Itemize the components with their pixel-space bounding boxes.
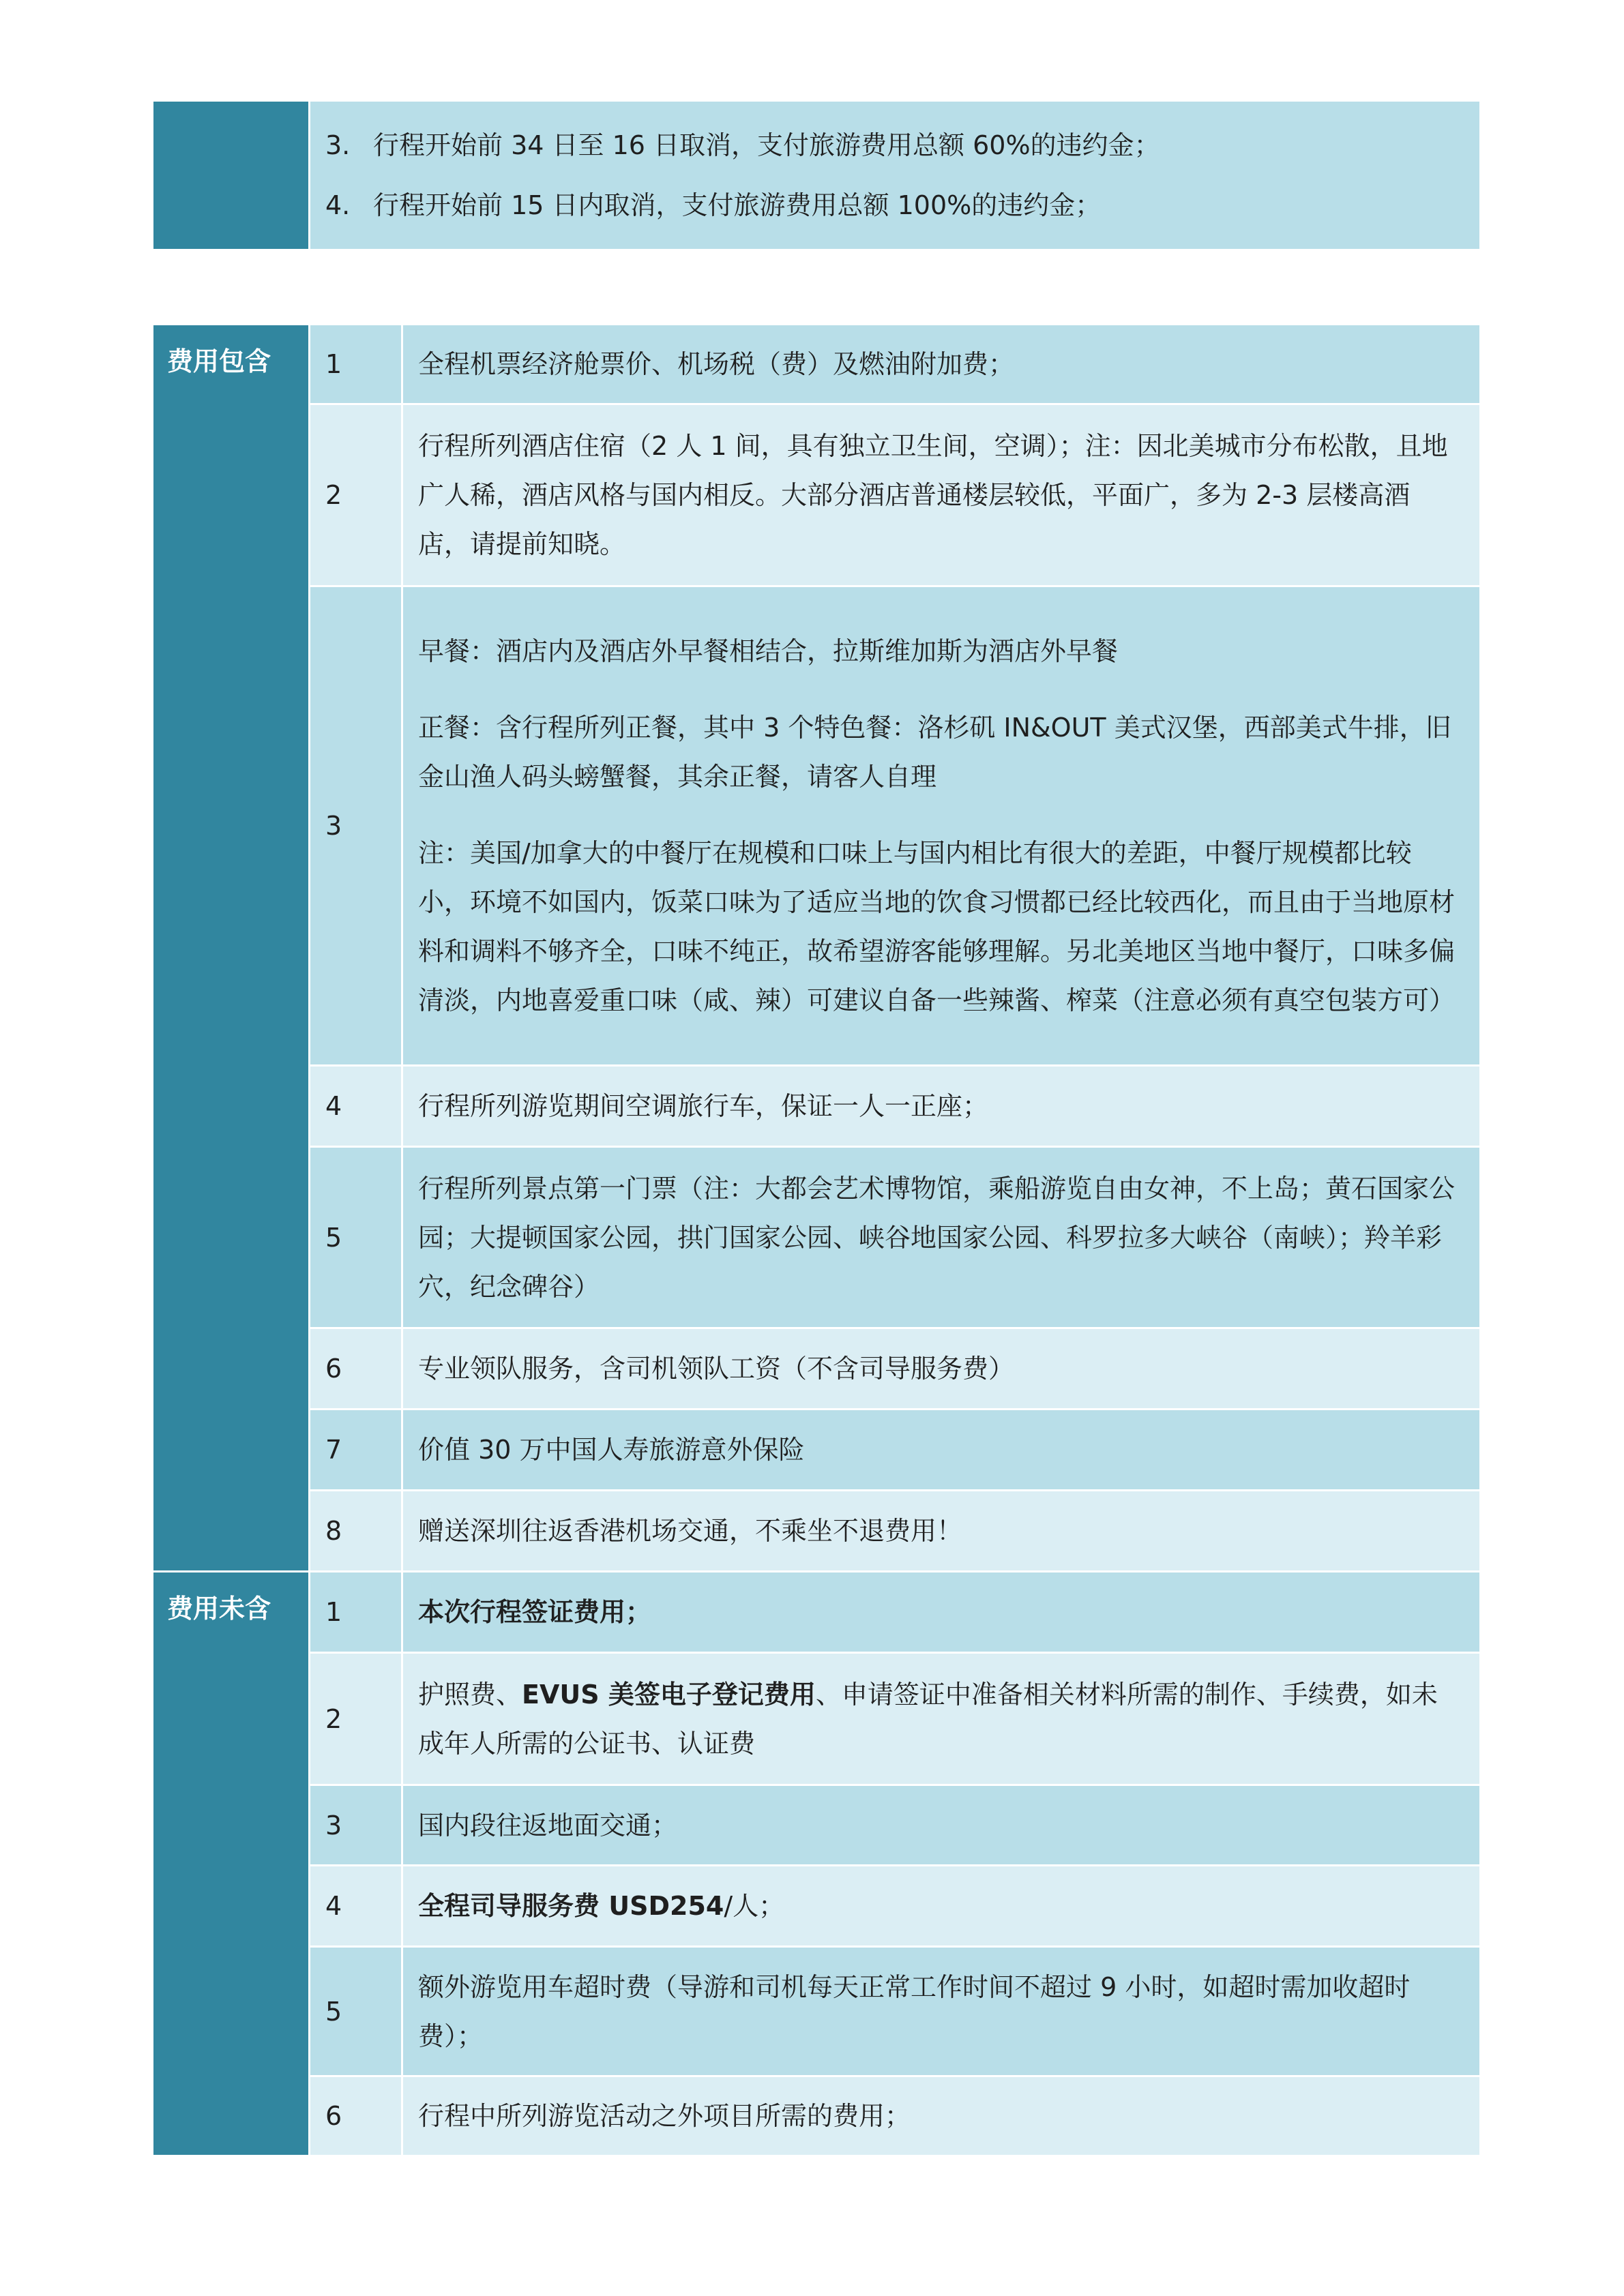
table-row	[153, 1866, 1481, 1947]
row-number: 3	[310, 1785, 402, 1866]
row-number: 6	[310, 1328, 402, 1410]
row-number: 1	[310, 325, 402, 404]
fees-table	[151, 323, 1481, 2157]
table-row	[153, 1147, 1481, 1328]
row-number: 6	[310, 2076, 402, 2156]
table-row	[153, 1572, 1481, 1653]
row-text: 行程中所列游览活动之外项目所需的费用；	[402, 2076, 1481, 2156]
table-row	[153, 1653, 1481, 1785]
row-text: 行程所列游览期间空调旅行车，保证一人一正座；	[402, 1066, 1481, 1147]
row-number: 4	[310, 1066, 402, 1147]
row-text: 全程司导服务费 USD254/人；	[402, 1866, 1481, 1947]
row-text: 护照费、EVUS 美签电子登记费用、申请签证中准备相关材料所需的制作、手续费，如未成年人所需的公证书、认证费	[402, 1653, 1481, 1785]
row-text: 全程机票经济舱票价、机场税（费）及燃油附加费；	[402, 325, 1481, 404]
row-text: 专业领队服务，含司机领队工资（不含司导服务费）	[402, 1328, 1481, 1410]
table-row	[153, 1947, 1481, 2076]
row-number: 3	[310, 586, 402, 1066]
row-text: 行程所列景点第一门票（注：大都会艺术博物馆，乘船游览自由女神，不上岛；黄石国家公园；大提顿国家公园，拱门国家公园、峡谷地国家公园、科罗拉多大峡谷（南峡）；羚羊彩穴，纪念碑谷）	[402, 1147, 1481, 1328]
meals-dinner: 正餐：含行程所列正餐，其中 3 个特色餐：洛杉矶 IN&OUT 美式汉堡，西部美式牛排，旧金山渔人码头螃蟹餐，其余正餐，请客人自理	[418, 713, 1451, 792]
row-number: 8	[310, 1491, 402, 1572]
table-row	[153, 1410, 1481, 1491]
cancellation-items	[310, 101, 1481, 250]
cancellation-item: 4. 行程开始前 15 日内取消，支付旅游费用总额 100%的违约金；	[325, 190, 1102, 220]
row-number: 5	[310, 1947, 402, 2076]
meals-note: 注：美国/加拿大的中餐厅在规模和口味上与国内相比有很大的差距，中餐厅规模都比较小，环境不如国内，饭菜口味为了适应当地的饮食习惯都已经比较西化，而且由于当地原材料和调料不够齐全，口味不纯正，故希望游客能够理解。另北美地区当地中餐厅，口味多偏清淡，内地喜爱重口味（咸、辣）可建议自备一些辣酱、榨菜（注意必须有真空包装方可）	[418, 838, 1456, 1015]
cancellation-item: 3. 行程开始前 34 日至 16 日取消，支付旅游费用总额 60%的违约金；	[325, 130, 1160, 160]
table-row	[153, 586, 1481, 1066]
table-row	[153, 1491, 1481, 1572]
table-row	[153, 1785, 1481, 1866]
table-row	[153, 325, 1481, 404]
row-number: 5	[310, 1147, 402, 1328]
included-heading: 费用包含	[153, 325, 310, 1572]
row-number: 2	[310, 1653, 402, 1785]
cancellation-head-cell	[153, 101, 310, 250]
row-number: 7	[310, 1410, 402, 1491]
row-text: 行程所列酒店住宿（2 人 1 间，具有独立卫生间，空调）；注：因北美城市分布松散，且地广人稀，酒店风格与国内相反。大部分酒店普通楼层较低，平面广，多为 2-3 层楼高酒店，请提前知晓。	[402, 404, 1481, 586]
cancellation-table	[151, 100, 1481, 251]
row-text: 额外游览用车超时费（导游和司机每天正常工作时间不超过 9 小时，如超时需加收超时费）；	[402, 1947, 1481, 2076]
row-text: 国内段往返地面交通；	[402, 1785, 1481, 1866]
row-text: 本次行程签证费用；	[402, 1572, 1481, 1653]
table-row	[153, 2076, 1481, 2156]
row-text: 价值 30 万中国人寿旅游意外保险	[402, 1410, 1481, 1491]
meals-breakfast: 早餐：酒店内及酒店外早餐相结合，拉斯维加斯为酒店外早餐	[418, 636, 1119, 666]
table-row	[153, 1328, 1481, 1410]
row-text-meals	[402, 586, 1481, 1066]
row-number: 1	[310, 1572, 402, 1653]
table-row	[153, 1066, 1481, 1147]
row-text: 赠送深圳往返香港机场交通，不乘坐不退费用！	[402, 1491, 1481, 1572]
row-number: 4	[310, 1866, 402, 1947]
excluded-heading: 费用未含	[153, 1572, 310, 2156]
table-row	[153, 404, 1481, 586]
row-number: 2	[310, 404, 402, 586]
